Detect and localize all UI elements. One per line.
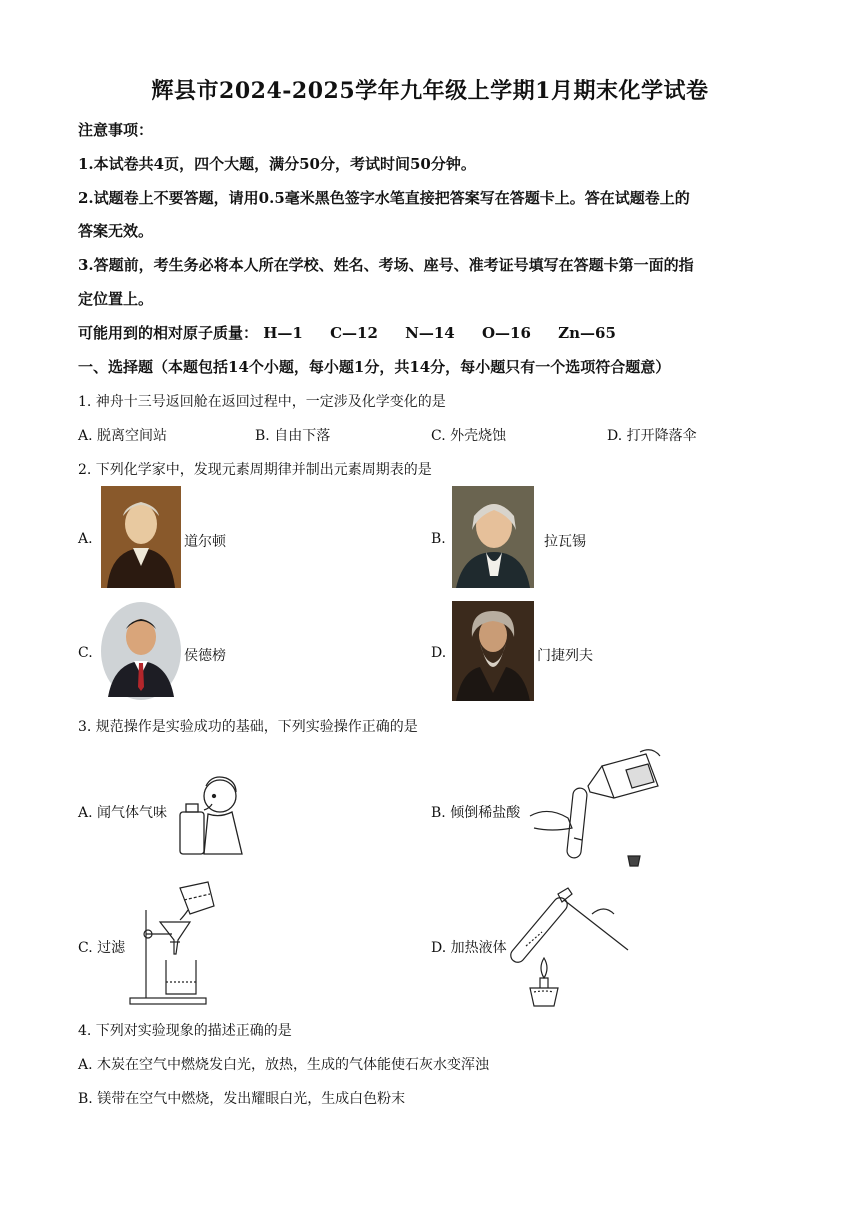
question-2-letter-a: A. (78, 531, 93, 547)
question-3-option-a: A. 闻气体气味 (78, 805, 168, 821)
lavoisier-portrait (452, 486, 534, 588)
notice-item-2a: 2.试题卷上不要答题，请用0.5毫米黑色签字水笔直接把答案写在答题卡上。答在试题卷上的 (78, 189, 690, 207)
notice-item-3b: 定位置上。 (78, 290, 154, 308)
question-4-stem: 4. 下列对实验现象的描述正确的是 (78, 1023, 292, 1039)
notice-item-3a: 3.答题前，考生务必将本人所在学校、姓名、考场、座号、准考证号填写在答题卡第一面的指 (78, 256, 694, 274)
question-4-option-a: A. 木炭在空气中燃烧发白光，放热，生成的气体能使石灰水变浑浊 (78, 1057, 490, 1073)
atomic-mass-line (78, 322, 616, 343)
smelling-gas-figure (176, 770, 246, 860)
question-2-letter-c: C. (78, 645, 93, 661)
notice-item-2b: 答案无效。 (78, 222, 154, 240)
question-2-name-c: 侯德榜 (184, 648, 226, 664)
dalton-portrait (101, 486, 181, 588)
question-2-letter-d: D. (431, 645, 447, 661)
question-4-option-b: B. 镁带在空气中燃烧，发出耀眼白光，生成白色粉末 (78, 1091, 406, 1107)
heating-liquid-figure (508, 880, 634, 1008)
filtration-figure (128, 880, 220, 1006)
question-2-name-b: 拉瓦锡 (544, 534, 586, 550)
question-3-option-d: D. 加热液体 (431, 940, 507, 956)
notice-item-1: 1.本试卷共4页，四个大题，满分50分，考试时间50分钟。 (78, 155, 476, 173)
atomic-mass-c: C—12 (330, 324, 378, 342)
atomic-mass-zn: Zn—65 (558, 324, 616, 342)
atomic-mass-n: N—14 (405, 324, 455, 342)
notice-heading: 注意事项： (78, 121, 154, 139)
question-1-option-c: C. 外壳烧蚀 (431, 428, 507, 444)
question-2-stem: 2. 下列化学家中，发现元素周期律并制出元素周期表的是 (78, 462, 432, 478)
question-2-name-d: 门捷列夫 (537, 648, 593, 664)
mendeleev-portrait (452, 601, 534, 701)
question-1-option-a: A. 脱离空间站 (78, 428, 168, 444)
question-2-letter-b: B. (431, 531, 446, 547)
hou-debang-portrait (100, 601, 182, 701)
section-heading-1: 一、选择题（本题包括14个小题，每小题1分，共14分，每小题只有一个选项符合题意） (78, 358, 671, 376)
question-1-option-d: D. 打开降落伞 (607, 428, 697, 444)
atomic-mass-o: O—16 (481, 324, 531, 342)
pouring-acid-figure (528, 748, 668, 870)
question-3-option-c: C. 过滤 (78, 940, 126, 956)
question-3-option-b: B. 倾倒稀盐酸 (431, 805, 521, 821)
question-3-stem: 3. 规范操作是实验成功的基础，下列实验操作正确的是 (78, 719, 418, 735)
exam-title: 辉县市2024-2025学年九年级上学期1月期末化学试卷 (151, 78, 709, 104)
atomic-mass-h: H—1 (263, 324, 303, 342)
question-1-stem: 1. 神舟十三号返回舱在返回过程中，一定涉及化学变化的是 (78, 394, 446, 410)
question-2-name-a: 道尔顿 (184, 534, 226, 550)
question-1-option-b: B. 自由下落 (255, 428, 331, 444)
atomic-mass-label: 可能用到的相对原子质量： (78, 324, 259, 342)
